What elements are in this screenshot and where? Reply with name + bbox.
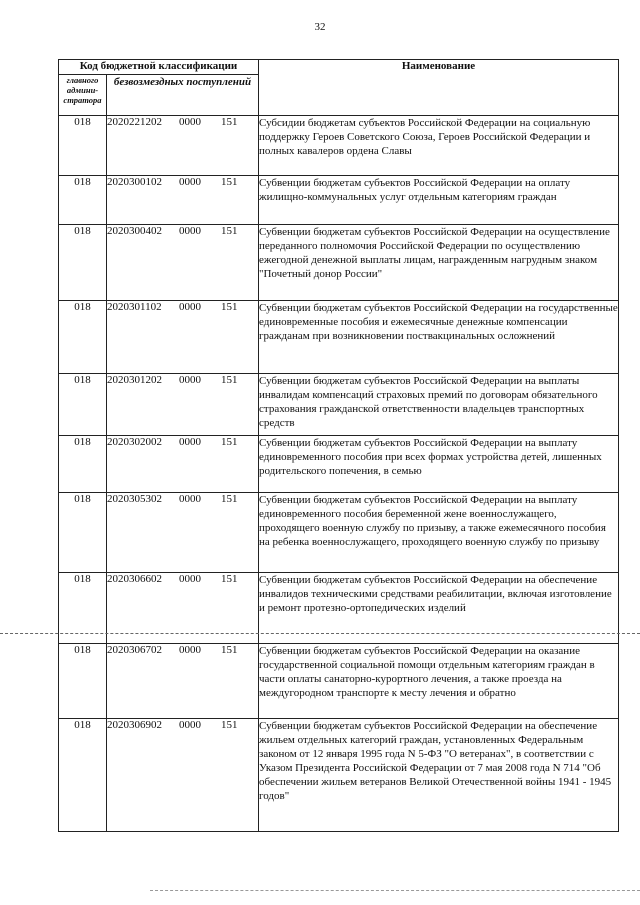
receipt-code (107, 224, 259, 300)
receipt-code (107, 643, 259, 718)
admin-code: 018 (59, 718, 107, 831)
receipt-code-main: 2020306702 (107, 643, 162, 656)
receipt-code-main: 2020306902 (107, 718, 162, 731)
row-name: Субвенции бюджетам субъектов Российской Федерации на государственные единовременные пособия и ежемесячные денежные компенсации гражданам при возникновении поствакцинальных осложнений (259, 300, 619, 373)
budget-classification-table (58, 59, 619, 832)
receipt-code-econ: 151 (221, 300, 238, 313)
row-name: Субвенции бюджетам субъектов Российской Федерации на выплаты инвалидам компенсаций страховых премий по договорам обязательного страхования гражданской ответственности владельцев транспортных средств (259, 373, 619, 435)
receipt-code (107, 718, 259, 831)
header-name: Наименование (259, 60, 619, 116)
table-row (59, 224, 619, 300)
receipt-code-main: 2020300102 (107, 175, 162, 188)
header-free-receipts: безвозмездных поступлений (107, 74, 259, 115)
receipt-code-econ: 151 (221, 224, 238, 237)
receipt-code (107, 435, 259, 492)
row-name: Субвенции бюджетам субъектов Российской Федерации на обеспечение инвалидов техническими средствами реабилитации, включая изготовление и ремонт протезно-ортопедических изделий (259, 572, 619, 643)
header-main-administrator: главного админи-стратора (59, 74, 107, 115)
receipt-code-econ: 151 (221, 718, 238, 731)
receipt-code-econ: 151 (221, 373, 238, 386)
receipt-code-sub: 0000 (179, 435, 201, 448)
receipt-code-main: 2020306602 (107, 572, 162, 585)
table-row (59, 492, 619, 572)
page-number: 32 (314, 21, 326, 33)
row-name: Субсидии бюджетам субъектов Российской Федерации на социальную поддержку Героев Советского Союза, Героев Российской Федерации и полных кавалеров ордена Славы (259, 115, 619, 175)
receipt-code-main: 2020221202 (107, 115, 162, 128)
receipt-code-econ: 151 (221, 435, 238, 448)
receipt-code (107, 492, 259, 572)
admin-code: 018 (59, 115, 107, 175)
page-break-line (0, 633, 640, 634)
receipt-code-econ: 151 (221, 492, 238, 505)
receipt-code (107, 175, 259, 224)
receipt-code-sub: 0000 (179, 718, 201, 731)
receipt-code-sub: 0000 (179, 224, 201, 237)
receipt-code-econ: 151 (221, 643, 238, 656)
admin-code: 018 (59, 300, 107, 373)
receipt-code-sub: 0000 (179, 643, 201, 656)
receipt-code-main: 2020305302 (107, 492, 162, 505)
receipt-code-sub: 0000 (179, 572, 201, 585)
receipt-code-main: 2020301202 (107, 373, 162, 386)
receipt-code (107, 373, 259, 435)
receipt-code-sub: 0000 (179, 115, 201, 128)
receipt-code-econ: 151 (221, 572, 238, 585)
admin-code: 018 (59, 643, 107, 718)
admin-code: 018 (59, 572, 107, 643)
table-row (59, 175, 619, 224)
receipt-code (107, 115, 259, 175)
table-row (59, 718, 619, 831)
receipt-code-sub: 0000 (179, 373, 201, 386)
row-name: Субвенции бюджетам субъектов Российской Федерации на оказание государственной социальной помощи отдельным категориям граждан в части оплаты санаторно-курортного лечения, а также проезда на междугородном транспорте к месту лечения и обратно (259, 643, 619, 718)
row-name: Субвенции бюджетам субъектов Российской Федерации на осуществление переданного полномочия Российской Федерации по осуществлению ежегодной денежной выплаты лицам, награжденным нагрудным знаком "Почетный донор России" (259, 224, 619, 300)
receipt-code-main: 2020300402 (107, 224, 162, 237)
bottom-scan-line (150, 890, 640, 891)
table-row (59, 435, 619, 492)
admin-code: 018 (59, 435, 107, 492)
admin-code: 018 (59, 224, 107, 300)
receipt-code-sub: 0000 (179, 300, 201, 313)
header-budget-code: Код бюджетной классификации (59, 60, 259, 75)
receipt-code-econ: 151 (221, 115, 238, 128)
row-name: Субвенции бюджетам субъектов Российской Федерации на обеспечение жильем отдельных категорий граждан, установленных Федеральным законом от 12 января 1995 года N 5-ФЗ "О ветеранах", в соответствии с Указом Президента Российской Федерации от 7 мая 2008 года N 714 "Об обеспечении жильем ветеранов Великой Отечественной войны 1941 - 1945 годов" (259, 718, 619, 831)
table-row (59, 115, 619, 175)
table-row (59, 643, 619, 718)
table-row (59, 300, 619, 373)
admin-code: 018 (59, 373, 107, 435)
row-name: Субвенции бюджетам субъектов Российской Федерации на оплату жилищно-коммунальных услуг отдельным категориям граждан (259, 175, 619, 224)
receipt-code-main: 2020302002 (107, 435, 162, 448)
table-row (59, 373, 619, 435)
receipt-code-sub: 0000 (179, 492, 201, 505)
admin-code: 018 (59, 492, 107, 572)
receipt-code-sub: 0000 (179, 175, 201, 188)
admin-code: 018 (59, 175, 107, 224)
receipt-code-econ: 151 (221, 175, 238, 188)
receipt-code-main: 2020301102 (107, 300, 162, 313)
row-name: Субвенции бюджетам субъектов Российской Федерации на выплату единовременного пособия беременной жене военнослужащего, проходящего военную службу по призыву, а также ежемесячного пособия на ребенка военнослужащего, проходящего военную службу по призыву (259, 492, 619, 572)
row-name: Субвенции бюджетам субъектов Российской Федерации на выплату единовременного пособия при всех формах устройства детей, лишенных родительского попечения, в семью (259, 435, 619, 492)
receipt-code (107, 300, 259, 373)
